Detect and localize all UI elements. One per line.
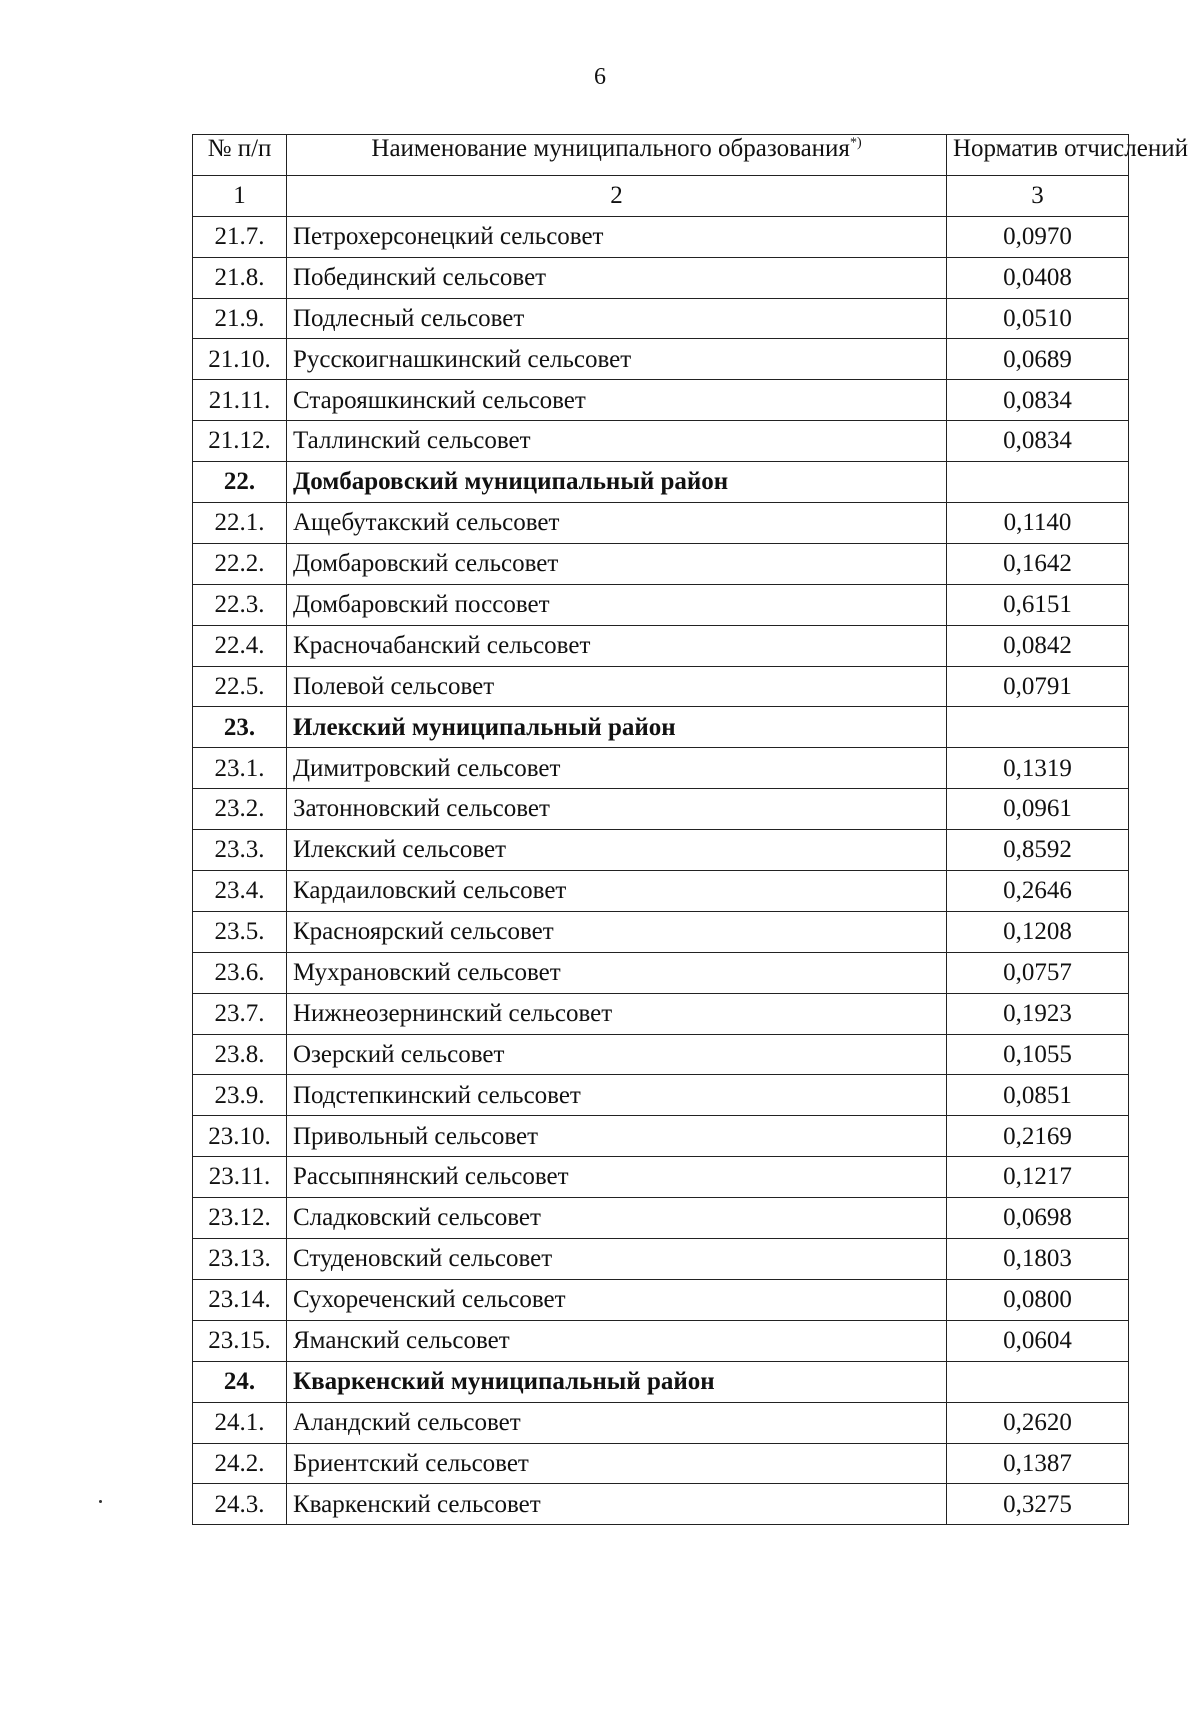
table-body — [193, 216, 1129, 1525]
municipality-name: Подстепкинский сельсовет — [287, 1075, 947, 1116]
deduction-norm-value: 0,1642 — [947, 543, 1129, 584]
municipality-name: Мухрановский сельсовет — [287, 952, 947, 993]
table-row — [193, 298, 1129, 339]
table-row — [193, 789, 1129, 830]
deduction-norm-value — [947, 462, 1129, 503]
deduction-norm-value — [947, 1361, 1129, 1402]
municipality-name: Домбаровский сельсовет — [287, 543, 947, 584]
table-row — [193, 871, 1129, 912]
row-number: 21.10. — [193, 339, 287, 380]
header-number: № п/п — [193, 135, 287, 176]
deduction-norms-table — [192, 134, 1188, 1525]
municipality-name: Русскоигнашкинский сельсовет — [287, 339, 947, 380]
deduction-norm-value: 0,1055 — [947, 1034, 1129, 1075]
row-number: 23.9. — [193, 1075, 287, 1116]
row-number: 23.13. — [193, 1239, 287, 1280]
deduction-norm-value: 0,1208 — [947, 911, 1129, 952]
table-row — [193, 421, 1129, 462]
deduction-norm-value — [947, 707, 1129, 748]
municipality-name: Илекский муниципальный район — [287, 707, 947, 748]
row-number: 22.4. — [193, 625, 287, 666]
deduction-norm-value: 0,1803 — [947, 1239, 1129, 1280]
table-row — [193, 666, 1129, 707]
municipality-name: Домбаровский поссовет — [287, 584, 947, 625]
table-row — [193, 993, 1129, 1034]
row-number: 22.5. — [193, 666, 287, 707]
deduction-norm-value: 0,1217 — [947, 1157, 1129, 1198]
municipality-name: Яманский сельсовет — [287, 1320, 947, 1361]
deduction-norm-value: 0,1387 — [947, 1443, 1129, 1484]
table-row — [193, 1239, 1129, 1280]
row-number: 23.14. — [193, 1279, 287, 1320]
row-number: 21.8. — [193, 257, 287, 298]
table-row — [193, 748, 1129, 789]
municipality-name: Побединский сельсовет — [287, 257, 947, 298]
table-row — [193, 1443, 1129, 1484]
table-row — [193, 911, 1129, 952]
deduction-norm-value: 0,2169 — [947, 1116, 1129, 1157]
table-row — [193, 1116, 1129, 1157]
table-row — [193, 1402, 1129, 1443]
deduction-norm-value: 0,0757 — [947, 952, 1129, 993]
row-number: 23.3. — [193, 830, 287, 871]
municipality-name: Аландский сельсовет — [287, 1402, 947, 1443]
municipality-name: Ащебутакский сельсовет — [287, 503, 947, 544]
municipality-name: Старояшкинский сельсовет — [287, 380, 947, 421]
row-number: 23.7. — [193, 993, 287, 1034]
page-number: 6 — [594, 64, 606, 90]
table-row — [193, 1034, 1129, 1075]
municipality-name: Петрохерсонецкий сельсовет — [287, 216, 947, 257]
deduction-norm-value: 0,0791 — [947, 666, 1129, 707]
deduction-norm-value: 0,0961 — [947, 789, 1129, 830]
municipality-name: Кваркенский сельсовет — [287, 1484, 947, 1525]
row-number: 24.2. — [193, 1443, 287, 1484]
table-row — [193, 543, 1129, 584]
row-number: 23.11. — [193, 1157, 287, 1198]
table-row — [193, 1484, 1129, 1525]
row-number: 23.6. — [193, 952, 287, 993]
municipality-name: Сухореченский сельсовет — [287, 1279, 947, 1320]
municipality-name: Кардаиловский сельсовет — [287, 871, 947, 912]
table-row — [193, 625, 1129, 666]
table-row — [193, 584, 1129, 625]
municipality-name: Таллинский сельсовет — [287, 421, 947, 462]
table-row — [193, 1279, 1129, 1320]
row-number: 24.3. — [193, 1484, 287, 1525]
deduction-norm-value: 0,0604 — [947, 1320, 1129, 1361]
municipality-name: Нижнеозернинский сельсовет — [287, 993, 947, 1034]
row-number: 23.8. — [193, 1034, 287, 1075]
column-index: 2 — [287, 175, 947, 216]
municipality-name: Бриентский сельсовет — [287, 1443, 947, 1484]
row-number: 21.12. — [193, 421, 287, 462]
row-number: 22.2. — [193, 543, 287, 584]
deduction-norm-value: 0,2646 — [947, 871, 1129, 912]
column-index: 1 — [193, 175, 287, 216]
table-row — [193, 1157, 1129, 1198]
deduction-norm-value: 0,0834 — [947, 421, 1129, 462]
table-row — [193, 830, 1129, 871]
row-number: 21.11. — [193, 380, 287, 421]
deduction-norm-value: 0,3275 — [947, 1484, 1129, 1525]
deduction-norm-value: 0,0970 — [947, 216, 1129, 257]
municipality-name: Студеновский сельсовет — [287, 1239, 947, 1280]
row-number: 22. — [193, 462, 287, 503]
row-number: 23.12. — [193, 1198, 287, 1239]
municipality-name: Красноярский сельсовет — [287, 911, 947, 952]
table-row — [193, 216, 1129, 257]
deduction-norm-value: 0,0408 — [947, 257, 1129, 298]
deduction-norm-value: 0,0510 — [947, 298, 1129, 339]
header-name-text: Наименование муниципального образования — [371, 135, 850, 162]
deduction-norm-value: 0,1319 — [947, 748, 1129, 789]
municipality-name: Рассыпнянский сельсовет — [287, 1157, 947, 1198]
header-municipality-name — [287, 135, 947, 176]
row-number: 22.3. — [193, 584, 287, 625]
deduction-norm-value: 0,6151 — [947, 584, 1129, 625]
table-row — [193, 257, 1129, 298]
deduction-norm-value: 0,0834 — [947, 380, 1129, 421]
row-number: 24. — [193, 1361, 287, 1402]
deduction-norm-value: 0,1140 — [947, 503, 1129, 544]
row-number: 22.1. — [193, 503, 287, 544]
table-row — [193, 1320, 1129, 1361]
table-header-row — [193, 135, 1129, 176]
deduction-norm-value: 0,0851 — [947, 1075, 1129, 1116]
table-row — [193, 503, 1129, 544]
municipality-name: Илекский сельсовет — [287, 830, 947, 871]
deduction-norm-value: 0,0689 — [947, 339, 1129, 380]
municipality-name: Подлесный сельсовет — [287, 298, 947, 339]
table-row — [193, 1198, 1129, 1239]
scan-speck — [99, 1500, 102, 1503]
municipality-name: Димитровский сельсовет — [287, 748, 947, 789]
deduction-norm-value: 0,0800 — [947, 1279, 1129, 1320]
column-index-row — [193, 175, 1129, 216]
row-number: 23.10. — [193, 1116, 287, 1157]
municipality-name: Затонновский сельсовет — [287, 789, 947, 830]
deduction-norm-value: 0,1923 — [947, 993, 1129, 1034]
row-number: 23.15. — [193, 1320, 287, 1361]
deduction-norm-value: 0,0842 — [947, 625, 1129, 666]
column-index: 3 — [947, 175, 1129, 216]
district-row — [193, 1361, 1129, 1402]
row-number: 21.9. — [193, 298, 287, 339]
table-row — [193, 952, 1129, 993]
deduction-norm-value: 0,0698 — [947, 1198, 1129, 1239]
table-row — [193, 380, 1129, 421]
row-number: 21.7. — [193, 216, 287, 257]
municipality-name: Красночабанский сельсовет — [287, 625, 947, 666]
district-row — [193, 707, 1129, 748]
deduction-norm-value: 0,2620 — [947, 1402, 1129, 1443]
municipality-name: Привольный сельсовет — [287, 1116, 947, 1157]
row-number: 24.1. — [193, 1402, 287, 1443]
deduction-norm-value: 0,8592 — [947, 830, 1129, 871]
municipality-name: Полевой сельсовет — [287, 666, 947, 707]
municipality-name: Кваркенский муниципальный район — [287, 1361, 947, 1402]
row-number: 23.5. — [193, 911, 287, 952]
header-footnote-mark: *) — [849, 135, 862, 151]
row-number: 23.4. — [193, 871, 287, 912]
row-number: 23. — [193, 707, 287, 748]
table-row — [193, 1075, 1129, 1116]
header-deduction-norm: Норматив отчислений — [947, 135, 1129, 176]
table-row — [193, 339, 1129, 380]
municipality-name: Сладковский сельсовет — [287, 1198, 947, 1239]
municipality-name: Озерский сельсовет — [287, 1034, 947, 1075]
row-number: 23.1. — [193, 748, 287, 789]
district-row — [193, 462, 1129, 503]
row-number: 23.2. — [193, 789, 287, 830]
municipality-name: Домбаровский муниципальный район — [287, 462, 947, 503]
